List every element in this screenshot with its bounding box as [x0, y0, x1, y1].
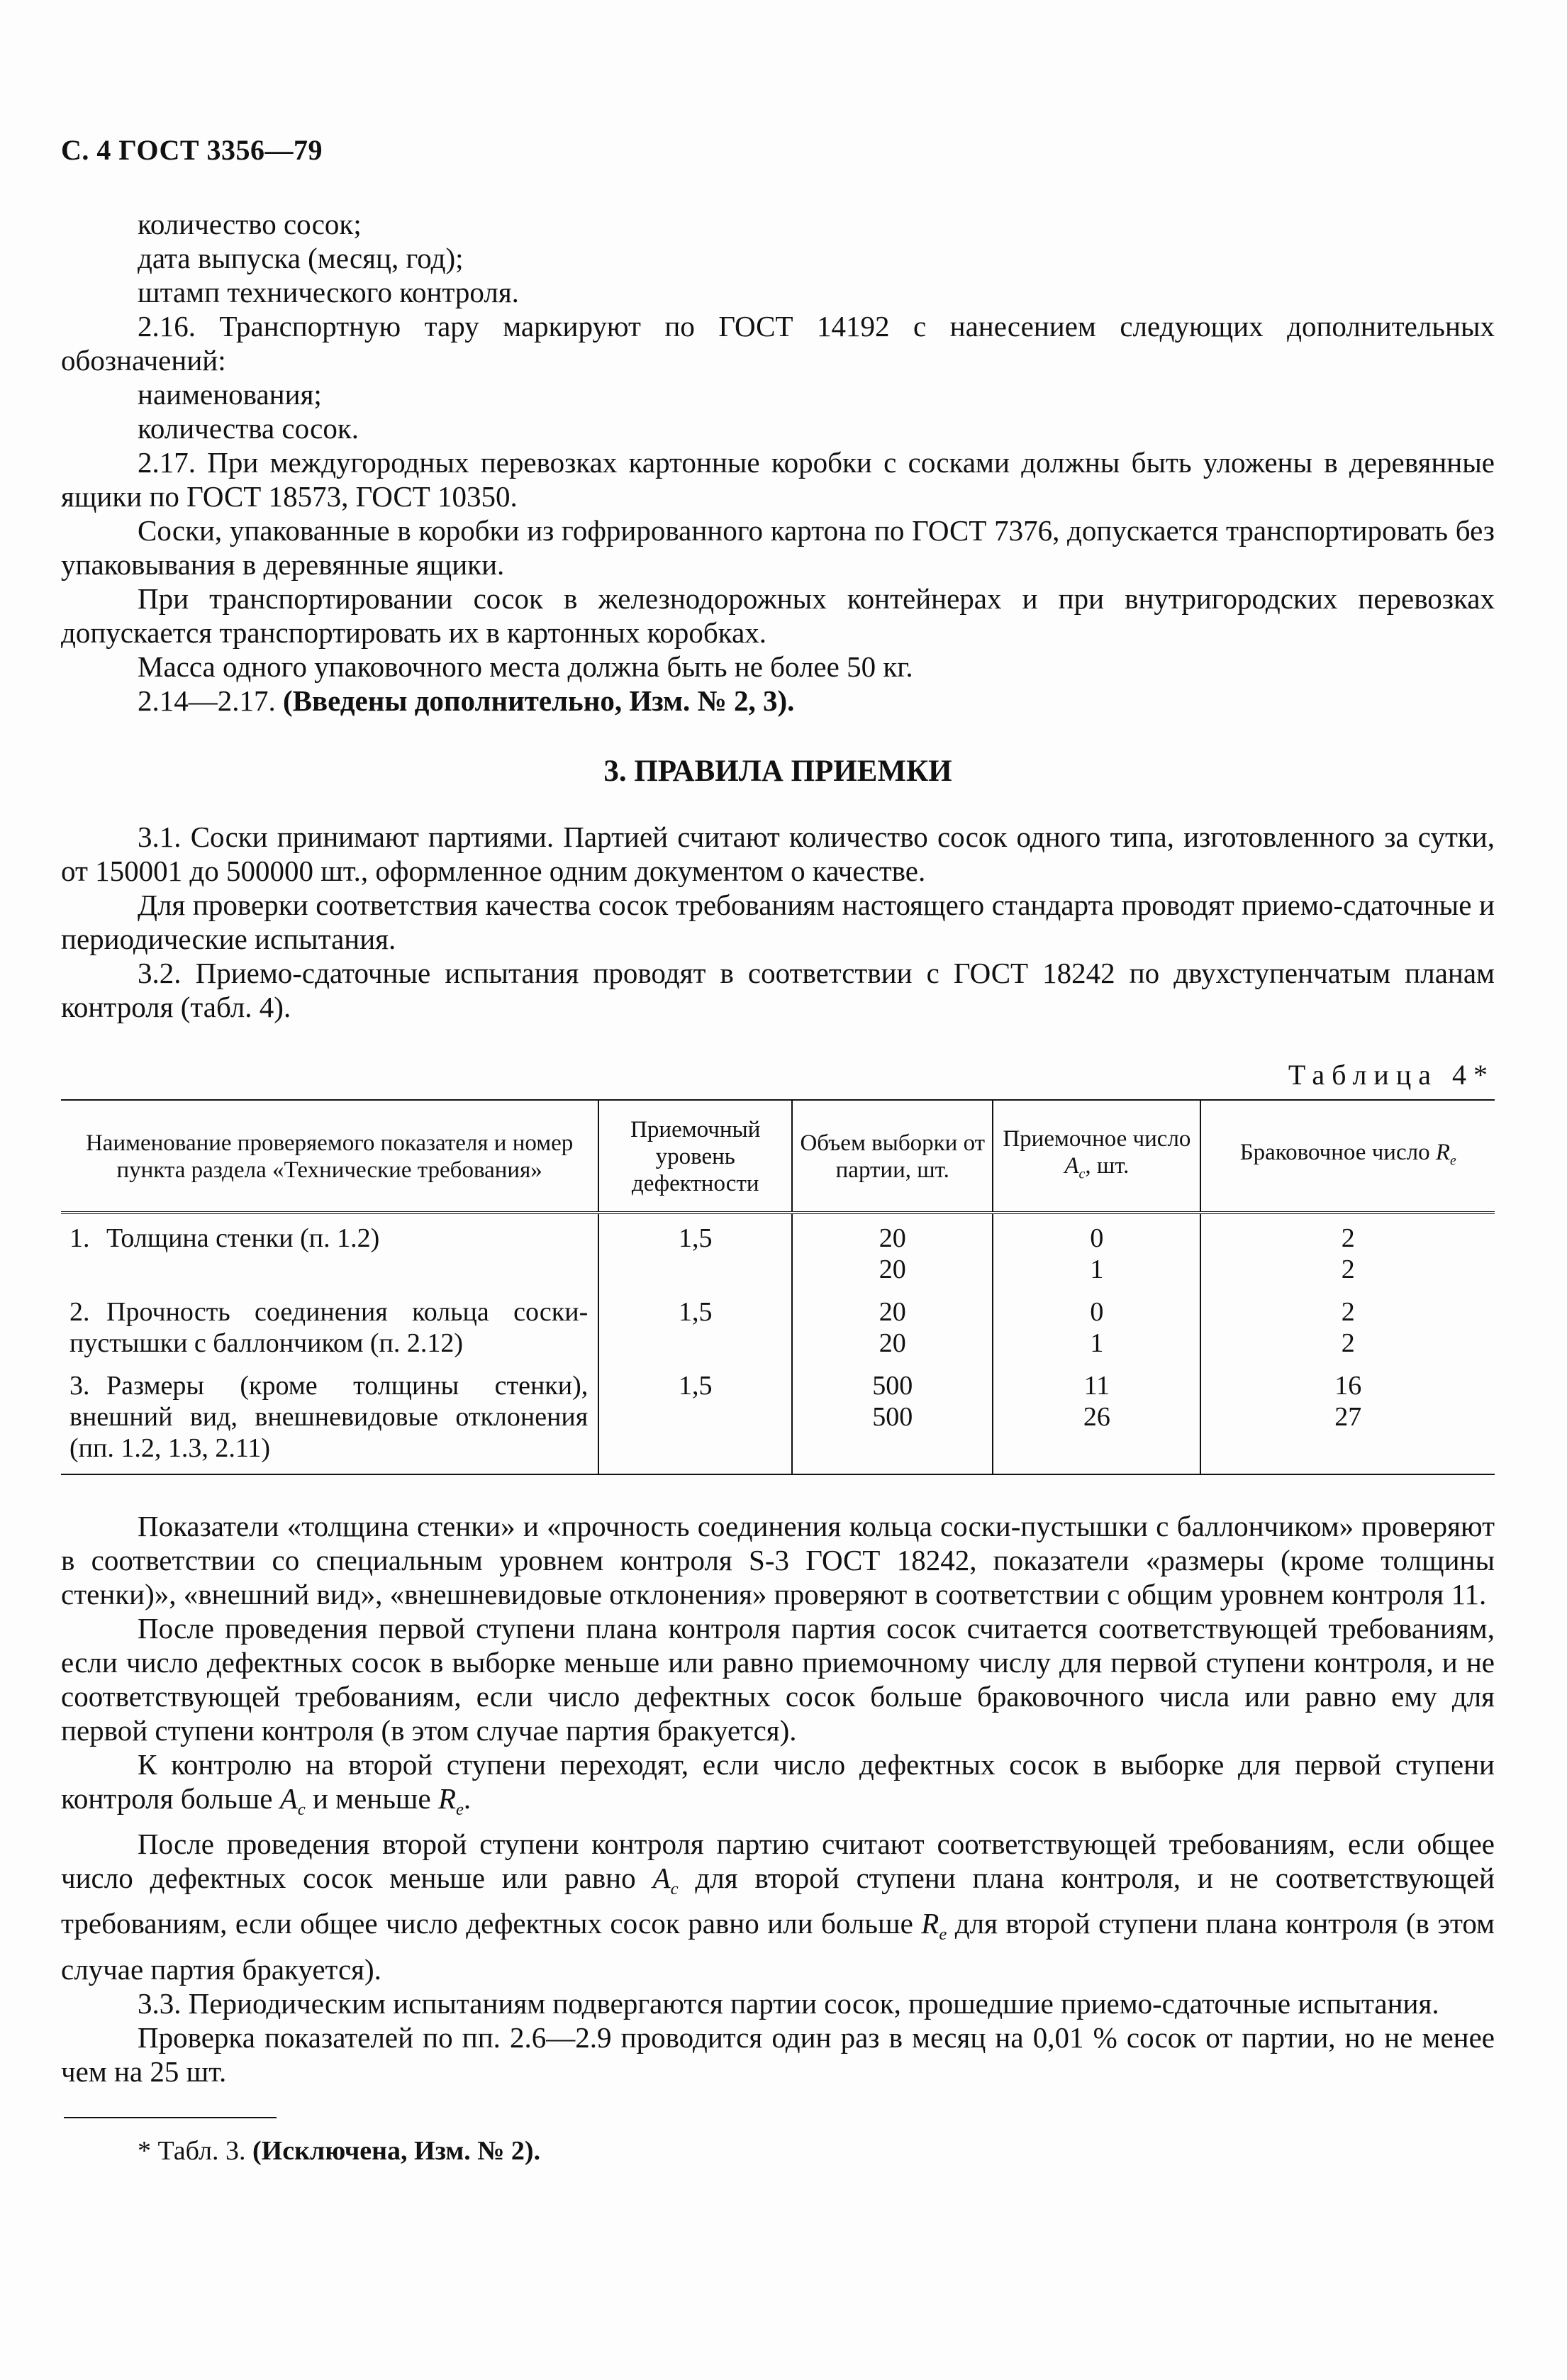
row-sample: 20 20	[792, 1288, 993, 1362]
row-sample: 20 20	[792, 1213, 993, 1288]
row-level: 1,5	[598, 1362, 792, 1474]
paragraph: К контролю на второй ступени переходят, если число дефектных сосок в выборке для первой ступени контроля больше $A_c$ и меньше $R_e$.	[61, 1748, 1495, 1820]
paragraph: Масса одного упаковочного места должна быть не более 50 кг.	[138, 650, 913, 683]
table-row	[61, 1288, 1495, 1362]
footnote-divider	[64, 2117, 277, 2118]
row-reject: 2 2	[1200, 1288, 1495, 1362]
paragraph: наименования;	[138, 378, 322, 411]
clause-3-2: 3.2. Приемо-сдаточные испытания проводят в соответствии с ГОСТ 18242 по двухступенчатым планам контроля (табл. 4).	[61, 957, 1495, 1023]
paragraph: При транспортировании сосок в железнодорожных контейнерах и при внутригородских перевозках допускается транспортировать их в картонных коробках.	[61, 582, 1495, 649]
table-header-row	[61, 1100, 1495, 1213]
row-level: 1,5	[598, 1288, 792, 1362]
row-accept: 0 1	[993, 1213, 1200, 1288]
body-text	[61, 207, 1495, 2168]
paragraph: дата выпуска (месяц, год);	[138, 242, 464, 274]
paragraph: количество сосок;	[138, 208, 362, 240]
section-title: 3. ПРАВИЛА ПРИЕМКИ	[603, 755, 952, 788]
table-caption: Таблица 4*	[1288, 1059, 1495, 1091]
note-prefix: 2.14—2.17.	[138, 684, 283, 717]
row-reject: 2 2	[1200, 1213, 1495, 1288]
paragraph: Соски, упакованные в коробки из гофрированного картона по ГОСТ 7376, допускается транспортировать без упаковывания в деревянные ящики.	[61, 514, 1495, 581]
note-bold: (Введены дополнительно, Изм. № 2, 3).	[283, 684, 795, 717]
amendment-note	[61, 684, 1495, 718]
header-level: Приемочный уровень дефектности	[598, 1100, 792, 1213]
row-accept: 0 1	[993, 1288, 1200, 1362]
paragraph: После проведения второй ступени контроля партию считают соответствующей требованиям, если общее число дефектных сосок меньше или равно $A_c$ для второй ступени плана контроля, и не соответствующей требованиям, если общее число дефектных сосок равно или больше $R_e$ для второй ступени плана контроля (в этом случае партия бракуется).	[61, 1828, 1495, 1986]
page-header: С. 4 ГОСТ 3356—79	[61, 134, 323, 166]
header-reject: Браковочное число $R_e$	[1200, 1100, 1495, 1213]
clause-2-16: 2.16. Транспортную тару маркируют по ГОСТ 14192 с нанесением следующих дополнительных обозначений:	[61, 310, 1495, 377]
header-name: Наименование проверяемого показателя и номер пункта раздела «Технические требования»	[61, 1100, 598, 1213]
row-name: 2. Прочность соединения кольца соски-пустышки с баллончиком (п. 2.12)	[69, 1297, 589, 1358]
row-reject: 16 27	[1200, 1362, 1495, 1474]
paragraph: Проверка показателей по пп. 2.6—2.9 проводится один раз в месяц на 0,01 % сосок от партии, но не менее чем на 25 шт.	[61, 2020, 1495, 2088]
row-sample: 500 500	[792, 1362, 993, 1474]
clause-2-17: 2.17. При междугородных перевозках картонные коробки с сосками должны быть уложены в деревянные ящики по ГОСТ 18573, ГОСТ 10350.	[61, 446, 1495, 513]
row-name: 3. Размеры (кроме толщины стенки), внешний вид, внешневидовые отклонения (пп. 1.2, 1.3, 2.11)	[69, 1371, 589, 1463]
table-row	[61, 1213, 1495, 1288]
table-row	[61, 1362, 1495, 1474]
header-accept: Приемочное число $A_c$, шт.	[993, 1100, 1200, 1213]
paragraph: После проведения первой ступени плана контроля партия сосок считается соответствующей требованиям, если число дефектных сосок в выборке меньше или равно приемочному числу для первой ступени контроля, и не соответствующей требованиям, если число дефектных сосок больше браковочного числа или равно ему для первой ступени контроля (в этом случае партия бракуется).	[61, 1612, 1495, 1747]
acceptance-table	[61, 1099, 1495, 1475]
header-sample: Объем выборки от партии, шт.	[792, 1100, 993, 1213]
row-level: 1,5	[598, 1213, 792, 1288]
clause-3-1: 3.1. Соски принимают партиями. Партией считают количество сосок одного типа, изготовленного за сутки, от 150001 до 500000 шт., оформленное одним документом о качестве.	[61, 821, 1495, 887]
paragraph: Показатели «толщина стенки» и «прочность соединения кольца соски-пустышки с баллончиком» проверяют в соответствии со специальным уровнем контроля S-3 ГОСТ 18242, показатели «размеры (кроме толщины стенки)», «внешний вид», «внешневидовые отклонения» проверяют в соответствии с общим уровнем контроля 11.	[61, 1510, 1495, 1611]
paragraph: количества сосок.	[138, 412, 359, 445]
clause-3-3: 3.3. Периодическим испытаниям подвергаются партии сосок, прошедшие приемо-сдаточные испытания.	[138, 1986, 1439, 2020]
paragraph: Для проверки соответствия качества сосок требованиям настоящего стандарта проводят приемо-сдаточные и периодические испытания.	[61, 889, 1495, 955]
footnote: * Табл. 3. (Исключена, Изм. № 2).	[138, 2135, 541, 2166]
row-name: 1. Толщина стенки (п. 1.2)	[69, 1223, 380, 1253]
paragraph: штамп технического контроля.	[138, 276, 519, 308]
row-accept: 11 26	[993, 1362, 1200, 1474]
